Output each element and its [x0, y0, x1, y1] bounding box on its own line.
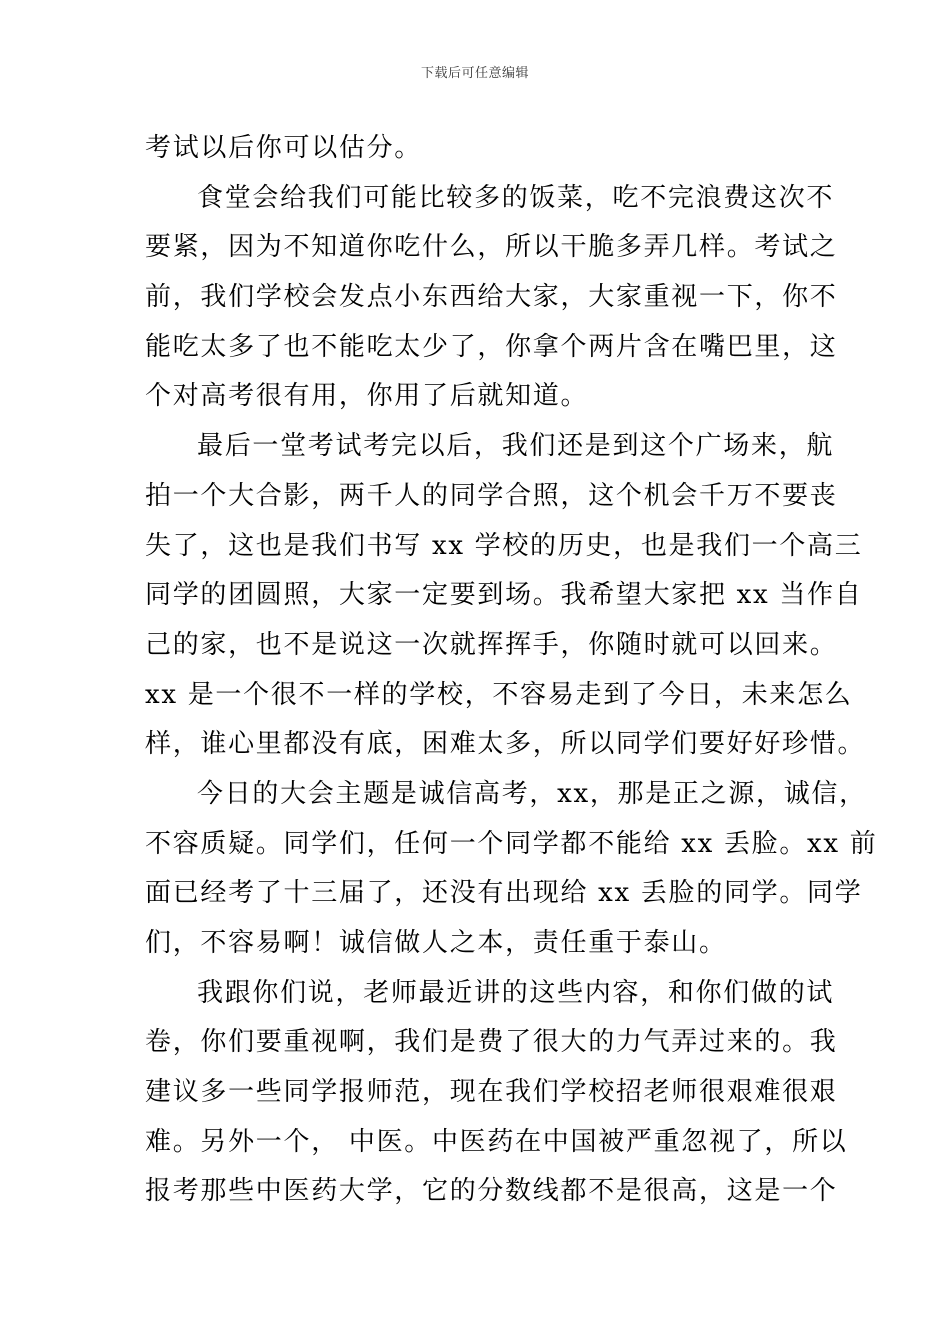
text-line: 我跟你们说，老师最近讲的这些内容，和你们做的试: [197, 977, 835, 1008]
text-line: xx 是一个很不一样的学校，不容易走到了今日，未来怎么: [145, 679, 853, 710]
text-line: 难。另外一个， 中医。中医药在中国被严重忽视了，所以: [145, 1126, 848, 1157]
text-line: 考试以后你可以估分。: [145, 133, 423, 163]
text-line: 同学的团圆照，大家一定要到场。我希望大家把 xx 当作自: [145, 580, 863, 611]
text-line: 己的家，也不是说这一次就挥挥手，你随时就可以回来。: [145, 629, 838, 660]
text-line: 面已经考了十三届了，还没有出现给 xx 丢脸的同学。同学: [145, 878, 863, 909]
text-line: 能吃太多了也不能吃太少了，你拿个两片含在嘴巴里，这: [145, 331, 838, 362]
text-line: 要紧，因为不知道你吃什么，所以干脆多弄几样。考试之: [145, 232, 838, 263]
text-line: 们，不容易啊！诚信做人之本，责任重于泰山。: [145, 928, 727, 958]
text-line: 失了，这也是我们书写 xx 学校的历史，也是我们一个高三: [145, 530, 863, 561]
text-line: 样，谁心里都没有底，困难太多，所以同学们要好好珍惜。: [145, 729, 866, 760]
text-line: 不容质疑。同学们，任何一个同学都不能给 xx 丢脸。xx 前: [145, 828, 878, 859]
text-line: 建议多一些同学报师范，现在我们学校招老师很艰难很艰: [145, 1077, 838, 1108]
text-line: 食堂会给我们可能比较多的饭菜，吃不完浪费这次不: [197, 182, 835, 213]
page-header: 下载后可任意编辑: [420, 66, 529, 81]
text-line: 卷，你们要重视啊，我们是费了很大的力气弄过来的。我: [145, 1027, 838, 1058]
text-line: 个对高考很有用，你用了后就知道。: [145, 381, 589, 412]
body-text: [145, 124, 878, 1217]
text-line: 今日的大会主题是诚信高考，xx，那是正之源，诚信，: [197, 778, 867, 809]
text-line: 报考那些中医药大学，它的分数线都不是很高，这是一个: [145, 1176, 838, 1207]
text-line: 前，我们学校会发点小东西给大家，大家重视一下，你不: [145, 282, 838, 313]
text-line: 最后一堂考试考完以后，我们还是到这个广场来，航: [197, 431, 835, 462]
text-line: 拍一个大合影，两千人的同学合照，这个机会千万不要丧: [145, 480, 838, 511]
